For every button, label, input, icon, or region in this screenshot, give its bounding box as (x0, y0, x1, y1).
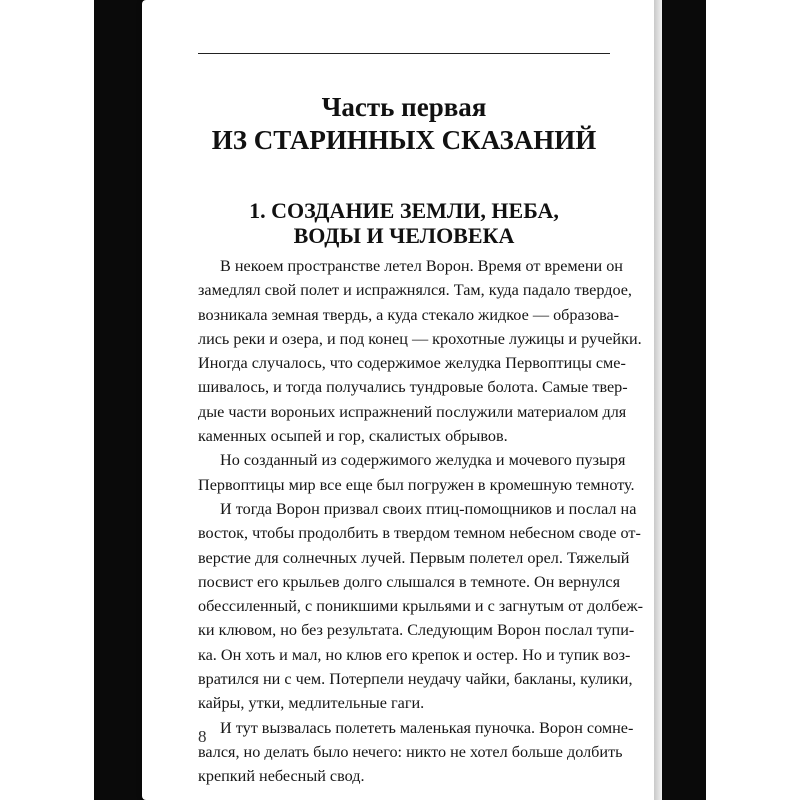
text-line: каменных осыпей и гор, скалистых обрывов. (198, 427, 508, 446)
chapter-title-line-1: 1. СОЗДАНИЕ ЗЕМЛИ, НЕБА, (249, 198, 559, 223)
text-line: Но созданный из содержимого желудка и мочевого пузыря (220, 451, 626, 470)
text-line: Иногда случалось, что содержимое желудка Первоптицы сме- (198, 354, 626, 373)
text-line: Первоптицы мир все еще был погружен в кромешную темноту. (198, 475, 635, 494)
paragraph (198, 448, 635, 497)
text-line: лись реки и озера, и под конец — крохотные лужицы и ручейки. (198, 329, 642, 348)
text-line: вратился ни с чем. Потерпели неудачу чайки, бакланы, кулики, (198, 670, 633, 689)
paragraph (198, 716, 634, 789)
chapter-body (198, 254, 644, 789)
header-rule (198, 53, 610, 54)
text-line: верстие для солнечных лучей. Первым полетел орел. Тяжелый (198, 548, 630, 567)
text-line: крепкий небесный свод. (198, 767, 365, 786)
paragraph (198, 497, 644, 716)
text-line: И тогда Ворон призвал своих птиц-помощников и послал на (220, 499, 637, 518)
text-line: возникала земная твердь, а куда стекало жидкое — образова- (198, 305, 620, 324)
text-line: обессиленный, с поникшими крыльями и с загнутым от долбеж- (198, 597, 644, 616)
text-line: ка. Он хоть и мал, но клюв его крепок и остер. Но и тупик воз- (198, 645, 631, 664)
text-line: В некоем пространстве летел Ворон. Время от времени он (220, 257, 623, 275)
text-line: посвист его крыльев долго слышался в темноте. Он вернулся (198, 572, 621, 591)
text-line: И тут вызвалась полететь маленькая пуночка. Ворон сомне- (220, 718, 634, 737)
part-title: Часть первая (321, 92, 487, 122)
text-line: шивалось, и тогда получались тундровые болота. Самые твер- (198, 378, 628, 397)
left-dark-margin (94, 0, 146, 800)
chapter-title-line-2: ВОДЫ И ЧЕЛОВЕКА (293, 223, 515, 248)
text-line: кайры, утки, медлительные гаги. (198, 694, 425, 713)
text-line: замедлял свой полет и испражнялся. Там, куда падало твердое, (198, 281, 632, 300)
text-line: вался, но делать было нечего: никто не хотел больше долбить (198, 742, 623, 761)
text-line: дые части вороньих испражнений послужили материалом для (198, 402, 627, 421)
text-line: ки клювом, но без результата. Следующим Ворон послал тупи- (198, 621, 635, 640)
paragraph (198, 254, 642, 448)
page-edge-shadow (654, 0, 662, 800)
page-number: 8 (198, 727, 207, 746)
text-line: восток, чтобы продолбить в твердом темном небесном своде от- (198, 524, 641, 543)
part-subtitle: ИЗ СТАРИННЫХ СКАЗАНИЙ (211, 125, 597, 155)
